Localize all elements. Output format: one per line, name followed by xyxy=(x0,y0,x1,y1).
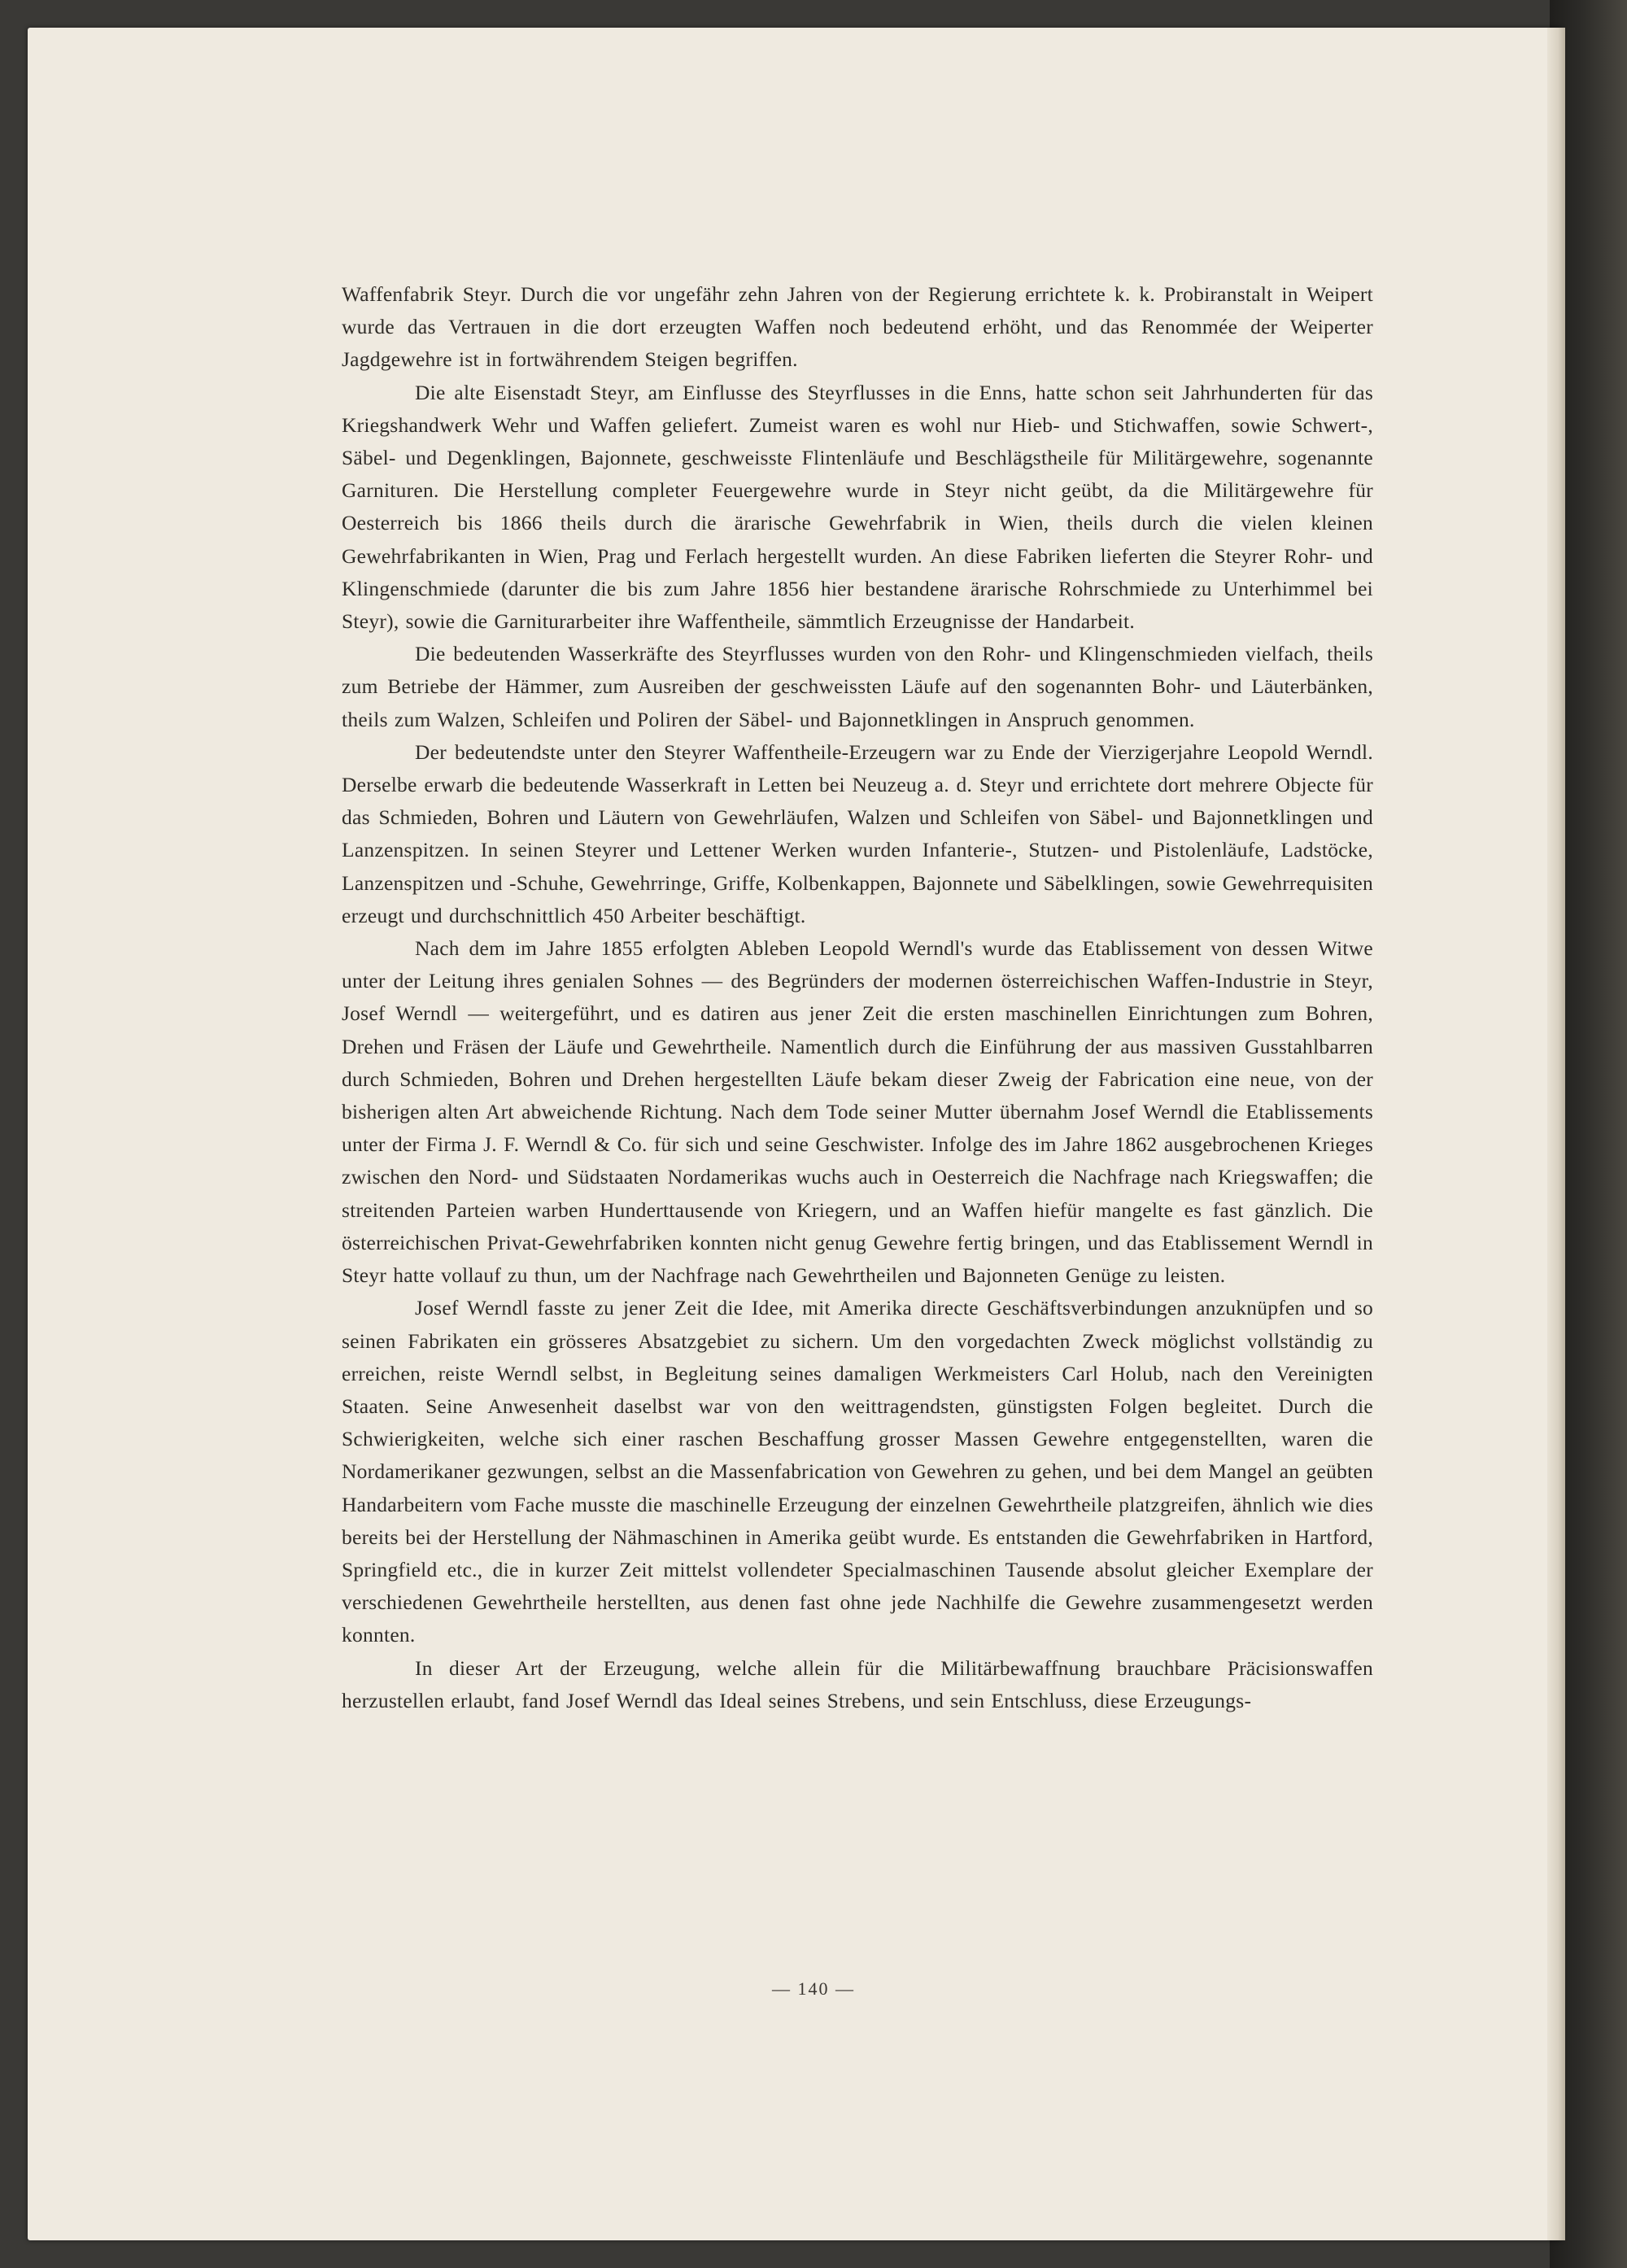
paragraph-7: In dieser Art der Erzeugung, welche allein für die Militärbewaffnung brauchbare Präcisionswaffen herzustellen erlaubt, fand Josef Werndl das Ideal seines Strebens, und sein Entschluss, diese Erzeugungs- xyxy=(342,1655,1373,1712)
page-edge xyxy=(1547,28,1565,2240)
body-text xyxy=(342,278,1373,1717)
paragraph-6: Josef Werndl fasste zu jener Zeit die Idee, mit Amerika directe Geschäftsverbindungen anzuknüpfen und so seinen Fabrikaten ein grösseres Absatzgebiet zu sichern. Um den vorgedachten Zweck möglichst vollständig zu erreichen, reiste Werndl selbst, in Begleitung seines damaligen Werkmeisters Carl Holub, nach den Vereinigten Staaten. Seine Anwesenheit daselbst war von den weittragendsten, günstigsten Folgen begleitet. Durch die Schwierigkeiten, welche sich einer raschen Beschaffung grosser Massen Gewehre entgegenstellten, waren die Nordamerikaner gezwungen, selbst an die Massenfabrication von Gewehren zu gehen, und bei dem Mangel an geübten Handarbeitern vom Fache musste die maschinelle Erzeugung der einzelnen Gewehrtheile platzgreifen, ähnlich wie dies bereits bei der Herstellung der Nähmaschinen in Amerika geübt wurde. Es entstanden die Gewehrfabriken in Hartford, Springfield etc., die in kurzer Zeit mittelst vollendeter Specialmaschinen Tausende absolut gleicher Exemplare der verschiedenen Gewehrtheile herstellten, aus denen fast ohne jede Nachhilfe die Gewehre zusammengesetzt werden konnten. xyxy=(342,1296,1373,1647)
paragraph-2: Die alte Eisenstadt Steyr, am Einflusse des Steyrflusses in die Enns, hatte schon seit Jahrhunderten für das Kriegshandwerk Wehr und Waffen geliefert. Zumeist waren es wohl nur Hieb- und Stichwaffen, sowie Schwert-, Säbel- und Degenklingen, Bajonnete, geschweisste Flintenläufe und Beschlägstheile für Militärgewehre, sogenannte Garnituren. Die Herstellung completer Feuergewehre wurde in Steyr nicht geübt, da die Militärgewehre für Oesterreich bis 1866 theils durch die ärarische Gewehrfabrik in Wien, theils durch die vielen kleinen Gewehrfabrikanten in Wien, Prag und Ferlach hergestellt wurden. An diese Fabriken lieferten die Steyrer Rohr- und Klingenschmiede (darunter die bis zum Jahre 1856 hier bestandene ärarische Rohrschmiede zu Unterhimmel bei Steyr), sowie die Garniturarbeiter ihre Waffentheile, sämmtlich Erzeugnisse der Handarbeit. xyxy=(342,380,1373,634)
paragraph-4: Der bedeutendste unter den Steyrer Waffentheile-Erzeugern war zu Ende der Vierzigerjahre Leopold Werndl. Derselbe erwarb die bedeutende Wasserkraft in Letten bei Neuzeug a. d. Steyr und errichtete dort mehrere Objecte für das Schmieden, Bohren und Läutern von Gewehrläufen, Walzen und Schleifen von Säbel- und Bajonnetklingen und Lanzenspitzen. In seinen Steyrer und Lettener Werken wurden Infanterie-, Stutzen- und Pistolenläufe, Ladstöcke, Lanzenspitzen und -Schuhe, Gewehrringe, Griffe, Kolbenkappen, Bajonnete und Säbelklingen, sowie Gewehrrequisiten erzeugt und durchschnittlich 450 Arbeiter beschäftigt. xyxy=(342,739,1373,927)
paragraph-5: Nach dem im Jahre 1855 erfolgten Ableben Leopold Werndl's wurde das Etablissement von dessen Witwe unter der Leitung ihres genialen Sohnes — des Begründers der modernen österreichischen Waffen-Industrie in Steyr, Josef Werndl — weitergeführt, und es datiren aus jener Zeit die ersten maschinellen Einrichtungen zum Bohren, Drehen und Fräsen der Läufe und Gewehrtheile. Namentlich durch die Einführung der aus massiven Gusstahlbarren durch Schmieden, Bohren und Drehen hergestellten Läufe bekam dieser Zweig der Fabrication eine neue, von der bisherigen alten Art abweichende Richtung. Nach dem Tode seiner Mutter übernahm Josef Werndl die Etablissements unter der Firma J. F. Werndl & Co. für sich und seine Geschwister. Infolge des im Jahre 1862 ausgebrochenen Krieges zwischen den Nord- und Südstaaten Nordamerikas wuchs auch in Oesterreich die Nachfrage nach Kriegswaffen; die streitenden Parteien warben Hunderttausende von Kriegern, und an Waffen hiefür mangelte es fast gänzlich. Die österreichischen Privat-Gewehrfabriken konnten nicht genug Gewehre fertig bringen, und das Etablissement Werndl in Steyr hatte vollauf zu thun, um der Nachfrage nach Gewehrtheilen und Bajonneten Genüge zu leisten. xyxy=(342,936,1373,1288)
paragraph-1: Waffenfabrik Steyr. Durch die vor ungefähr zehn Jahren von der Regierung errichtete k. k. Probiranstalt in Weipert wurde das Vertrauen in die dort erzeugten Waffen noch bedeutend erhöht, und das Renommée der Weiperter Jagdgewehre ist in fortwährendem Steigen begriffen. xyxy=(342,282,1373,372)
paragraph-3: Die bedeutenden Wasserkräfte des Steyrflusses wurden von den Rohr- und Klingenschmieden vielfach, theils zum Betriebe der Hämmer, zum Ausreiben der geschweissten Läufe auf den sogenannten Bohr- und Läuterbänken, theils zum Walzen, Schleifen und Poliren der Säbel- und Bajonnetklingen in Anspruch genommen. xyxy=(342,642,1373,731)
page-number: — 140 — xyxy=(772,1978,855,1999)
